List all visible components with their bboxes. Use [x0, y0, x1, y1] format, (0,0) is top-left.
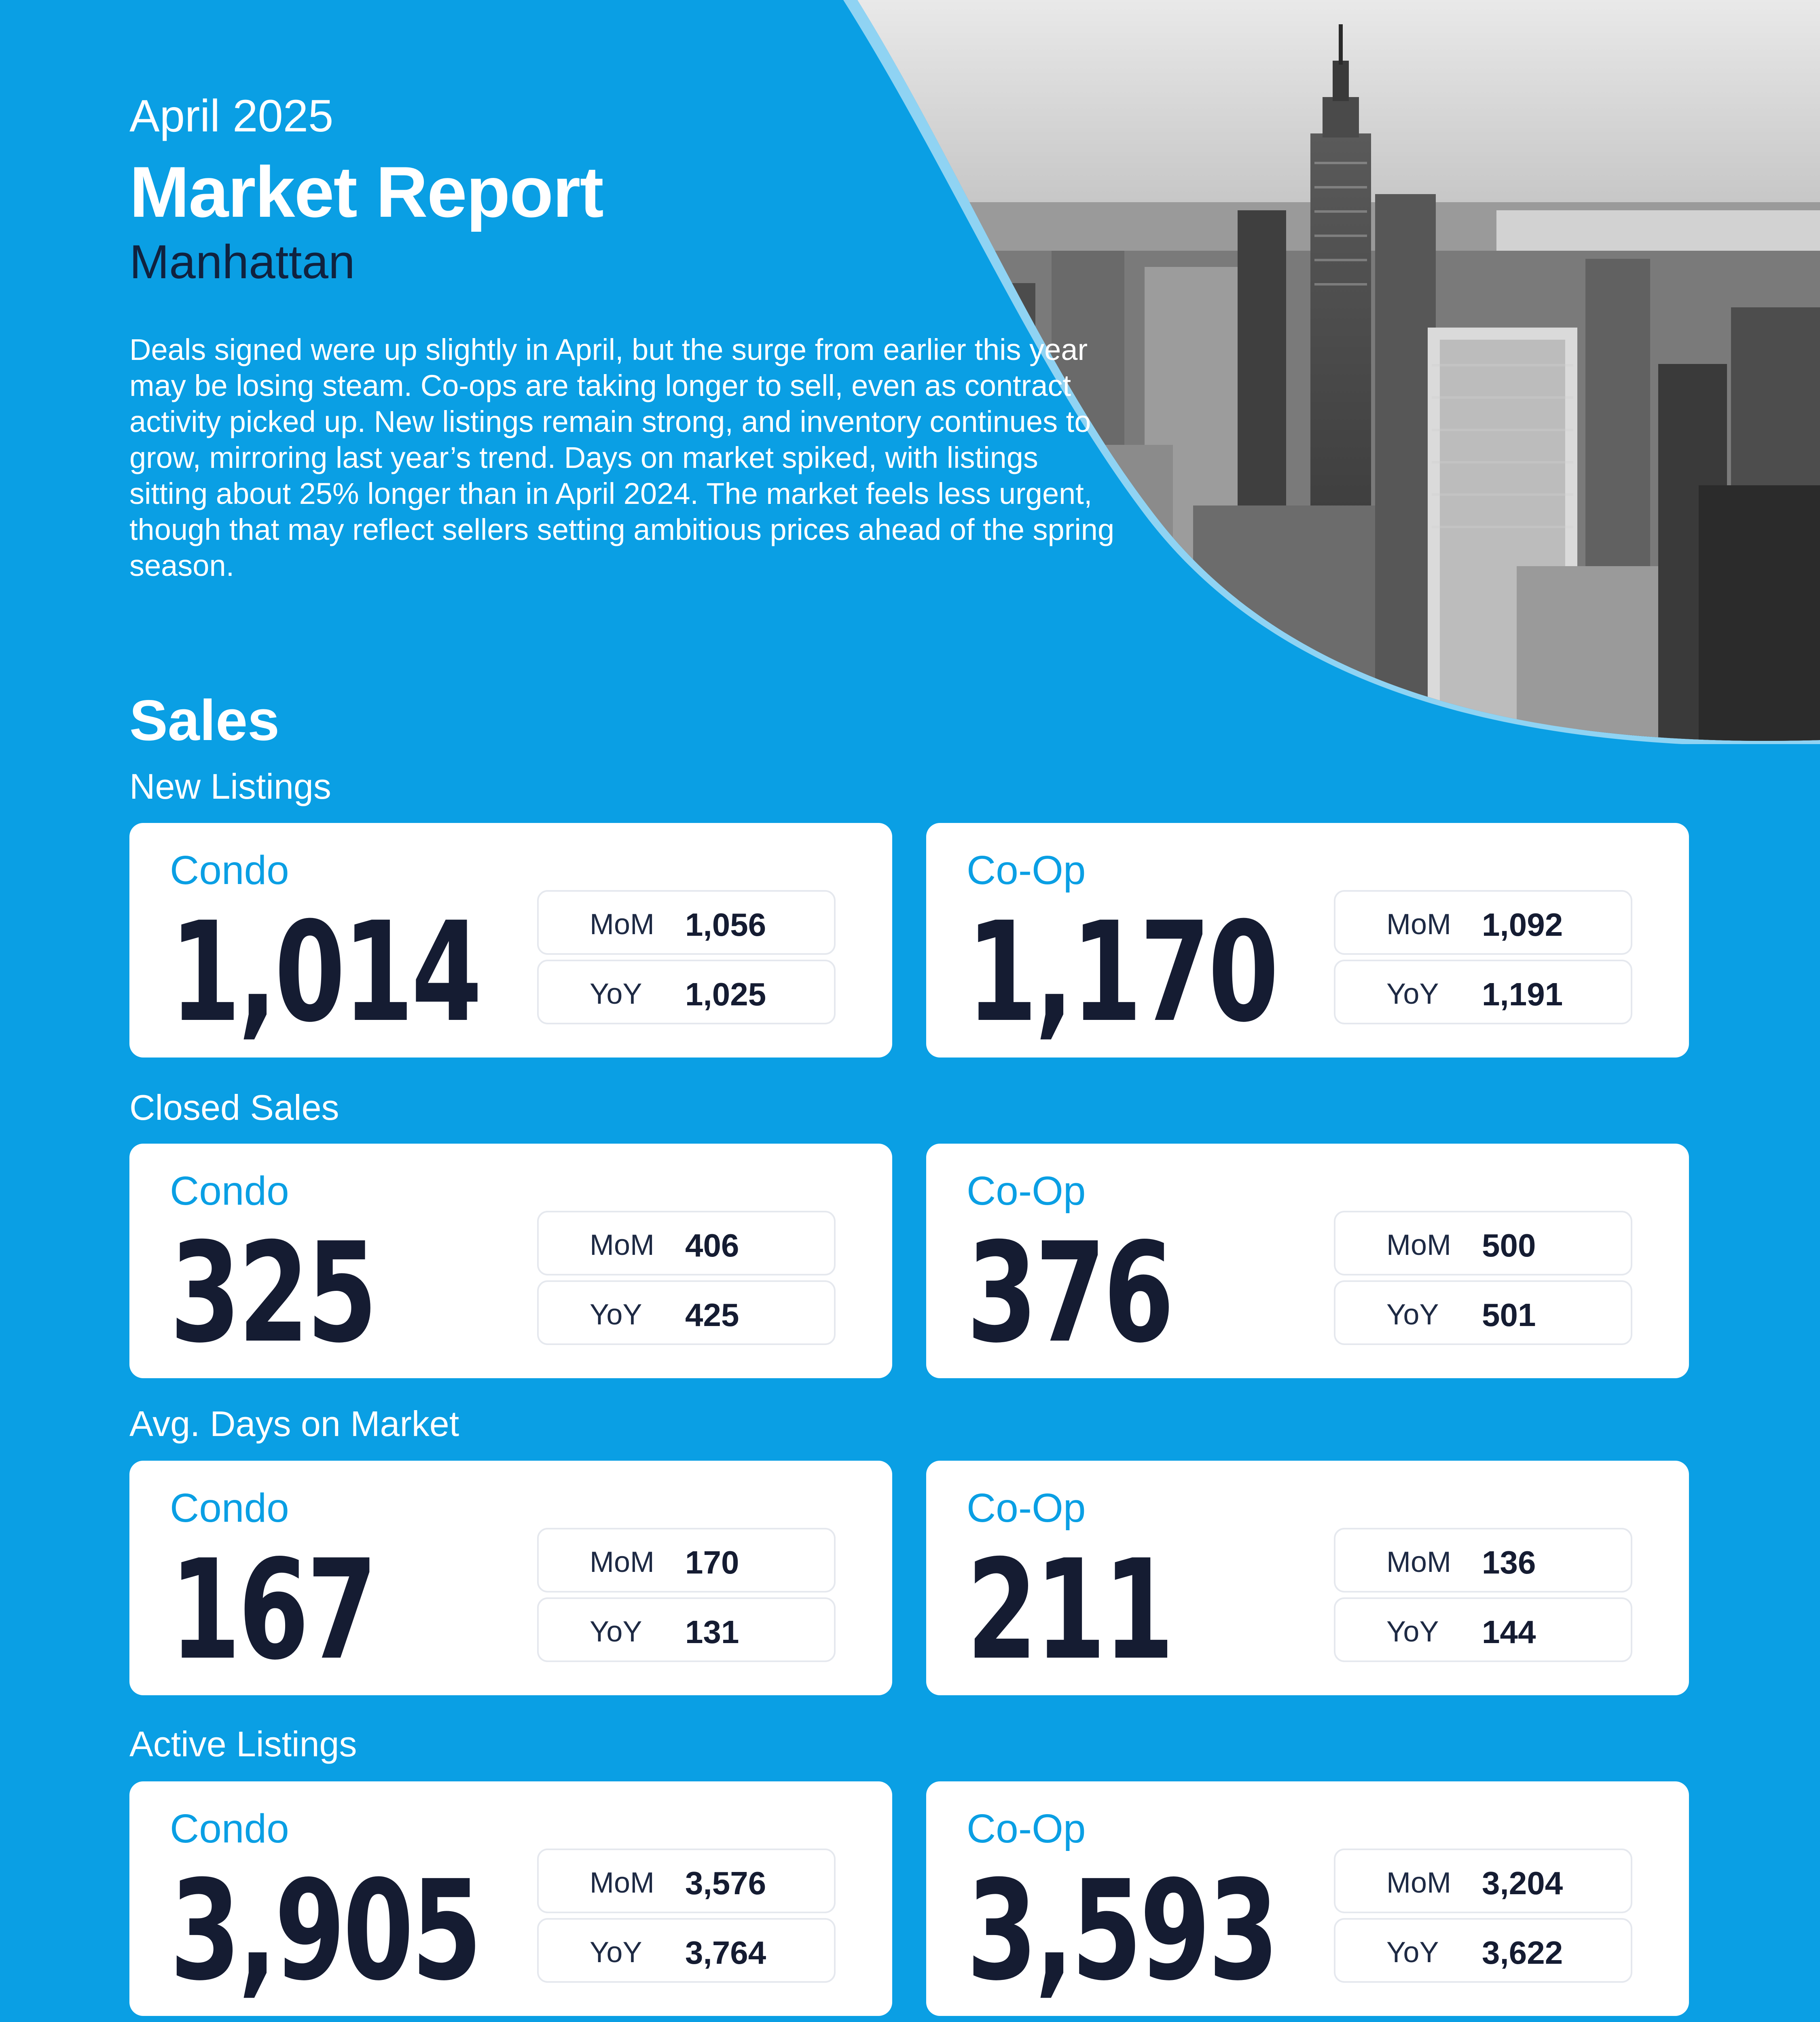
- days-on-market-coop-card: [926, 1461, 1689, 1695]
- mom-label: MoM: [590, 1867, 654, 1899]
- yoy-pill: [537, 1597, 836, 1662]
- yoy-pill: [537, 1918, 836, 1983]
- mom-label: MoM: [590, 908, 654, 941]
- mom-value: 3,204: [1482, 1865, 1563, 1901]
- yoy-label: YoY: [590, 1936, 642, 1969]
- section-label-days-on-market: Avg. Days on Market: [129, 1404, 459, 1444]
- mom-value: 406: [685, 1227, 739, 1263]
- mom-value: 170: [685, 1544, 739, 1580]
- mom-label: MoM: [1386, 1546, 1451, 1578]
- yoy-value: 501: [1482, 1297, 1536, 1333]
- mom-label: MoM: [590, 1229, 654, 1261]
- report-month: April 2025: [129, 91, 334, 141]
- card-value: 167: [170, 1530, 375, 1690]
- yoy-label: YoY: [1386, 1299, 1439, 1331]
- mom-pill: [537, 1849, 836, 1913]
- mom-label: MoM: [1386, 1229, 1451, 1261]
- mom-pill: [1334, 890, 1632, 955]
- yoy-label: YoY: [1386, 1936, 1439, 1969]
- card-type-label: Co-Op: [967, 1168, 1086, 1214]
- yoy-label: YoY: [590, 978, 642, 1010]
- section-label-closed-sales: Closed Sales: [129, 1087, 339, 1127]
- card-value: 376: [967, 1213, 1172, 1373]
- yoy-label: YoY: [1386, 978, 1439, 1010]
- report-title: Market Report: [129, 152, 603, 232]
- yoy-value: 1,025: [685, 976, 766, 1012]
- yoy-label: YoY: [590, 1299, 642, 1331]
- card-value: 3,905: [170, 1851, 480, 2011]
- card-type-label: Condo: [170, 848, 289, 893]
- yoy-pill: [1334, 1918, 1632, 1983]
- yoy-value: 3,764: [685, 1935, 766, 1971]
- yoy-label: YoY: [1386, 1616, 1439, 1648]
- yoy-value: 3,622: [1482, 1935, 1563, 1971]
- card-value: 3,593: [967, 1851, 1277, 2011]
- card-type-label: Condo: [170, 1168, 289, 1214]
- yoy-pill: [1334, 1597, 1632, 1662]
- closed-sales-coop-card: [926, 1144, 1689, 1378]
- yoy-value: 1,191: [1482, 976, 1563, 1012]
- card-value: 211: [967, 1530, 1172, 1690]
- mom-value: 1,092: [1482, 907, 1563, 943]
- yoy-pill: [537, 960, 836, 1024]
- mom-pill: [537, 1211, 836, 1275]
- card-type-label: Co-Op: [967, 1485, 1086, 1531]
- section-label-active-listings: Active Listings: [129, 1724, 357, 1764]
- card-type-label: Co-Op: [967, 848, 1086, 893]
- new-listings-coop-card: [926, 823, 1689, 1058]
- intro-paragraph: Deals signed were up slightly in April, but the surge from earlier this year may be losing steam. Co-ops are taking longer to sell, even as contract activity picked up. New listings remain strong, and inventory continues to grow, mirroring last year’s trend. Days on market spiked, with listings sitting about 25% longer than in April 2024. The market feels less urgent, though that may reflect sellers setting ambitious prices ahead of the spring season.: [129, 333, 1115, 582]
- report-area: Manhattan: [129, 235, 355, 289]
- card-value: 1,014: [170, 893, 480, 1053]
- yoy-pill: [1334, 960, 1632, 1024]
- yoy-pill: [537, 1280, 836, 1345]
- mom-value: 1,056: [685, 907, 766, 943]
- sales-heading: Sales: [129, 688, 280, 753]
- card-type-label: Condo: [170, 1485, 289, 1531]
- yoy-value: 131: [685, 1614, 739, 1650]
- mom-label: MoM: [590, 1546, 654, 1578]
- card-type-label: Condo: [170, 1806, 289, 1851]
- yoy-value: 144: [1482, 1614, 1536, 1650]
- card-value: 1,170: [967, 893, 1277, 1053]
- yoy-pill: [1334, 1280, 1632, 1345]
- active-listings-coop-card: [926, 1781, 1689, 2016]
- mom-pill: [1334, 1211, 1632, 1275]
- mom-label: MoM: [1386, 1867, 1451, 1899]
- mom-label: MoM: [1386, 908, 1451, 941]
- mom-value: 500: [1482, 1227, 1536, 1263]
- yoy-label: YoY: [590, 1616, 642, 1648]
- mom-pill: [537, 890, 836, 955]
- new-listings-condo-card: [129, 823, 892, 1058]
- mom-pill: [537, 1528, 836, 1593]
- mom-pill: [1334, 1849, 1632, 1913]
- active-listings-condo-card: [129, 1781, 892, 2016]
- section-label-new-listings: New Listings: [129, 766, 331, 806]
- card-type-label: Co-Op: [967, 1806, 1086, 1851]
- days-on-market-condo-card: [129, 1461, 892, 1695]
- yoy-value: 425: [685, 1297, 739, 1333]
- closed-sales-condo-card: [129, 1144, 892, 1378]
- mom-pill: [1334, 1528, 1632, 1593]
- mom-value: 136: [1482, 1544, 1536, 1580]
- mom-value: 3,576: [685, 1865, 766, 1901]
- card-value: 325: [170, 1213, 375, 1373]
